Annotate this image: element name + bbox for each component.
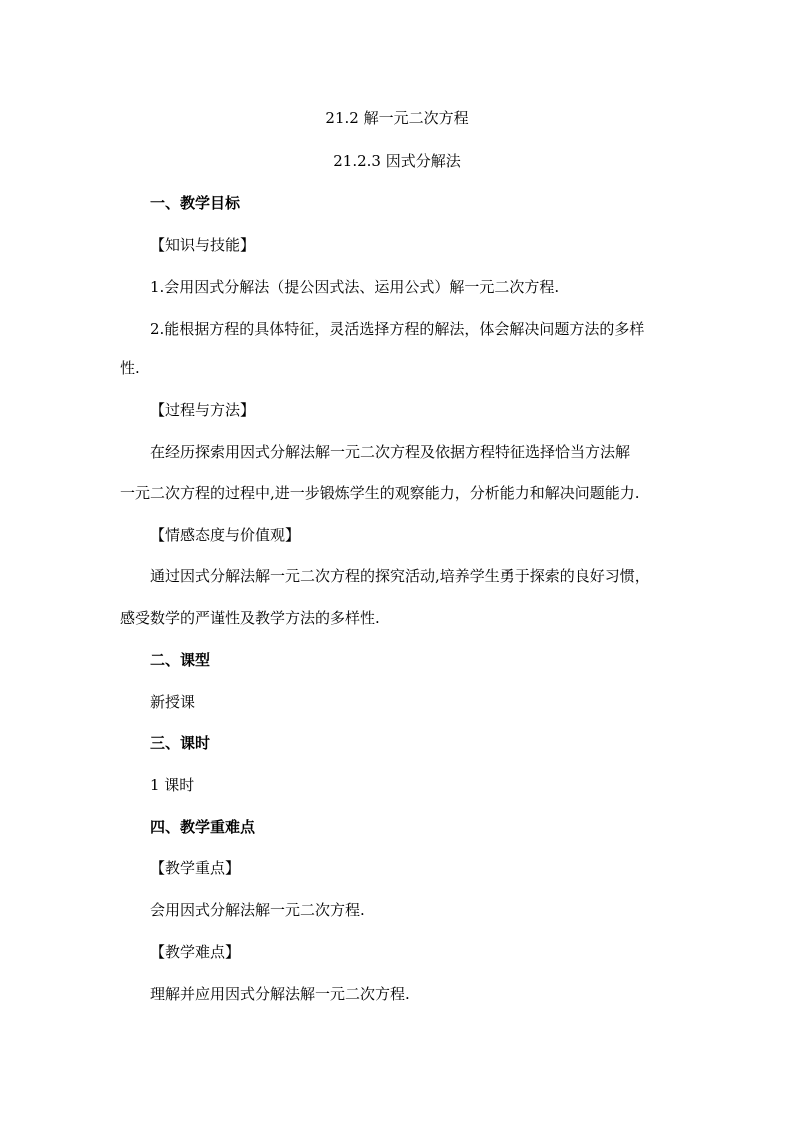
knowledge-item-1: 1.会用因式分解法（提公因式法、运用公式）解一元二次方程. [150, 278, 560, 296]
subsection-heading-focus: 【教学重点】 [150, 859, 241, 877]
difficulty-value: 理解并应用因式分解法解一元二次方程. [150, 985, 410, 1003]
focus-value: 会用因式分解法解一元二次方程. [150, 901, 365, 919]
subsection-heading-process: 【过程与方法】 [150, 401, 256, 419]
knowledge-item-2-line-2: 性. [120, 359, 140, 377]
emotion-line-1: 通过因式分解法解一元二次方程的探究活动,培养学生勇于探索的良好习惯， [150, 567, 650, 585]
process-line-2: 一元二次方程的过程中,进一步锻炼学生的观察能力，分析能力和解决问题能力. [120, 484, 640, 502]
subsection-heading-difficulty: 【教学难点】 [150, 943, 241, 961]
section-heading-key-points: 四、教学重难点 [150, 818, 256, 836]
duration-value: 1 课时 [150, 776, 195, 794]
document-subtitle: 21.2.3 因式分解法 [333, 152, 461, 170]
subsection-heading-knowledge: 【知识与技能】 [150, 236, 256, 254]
lesson-type-value: 新授课 [150, 693, 196, 711]
document-title: 21.2 解一元二次方程 [325, 109, 469, 127]
emotion-line-2: 感受数学的严谨性及教学方法的多样性. [120, 609, 380, 627]
knowledge-item-2-line-1: 2.能根据方程的具体特征，灵活选择方程的解法，体会解决问题方法的多样 [150, 320, 645, 338]
process-line-1: 在经历探索用因式分解法解一元二次方程及依据方程特征选择恰当方法解 [150, 443, 631, 461]
section-heading-duration: 三、课时 [150, 734, 211, 752]
subsection-heading-emotion: 【情感态度与价值观】 [150, 526, 301, 544]
section-heading-objectives: 一、教学目标 [150, 194, 241, 212]
section-heading-lesson-type: 二、课型 [150, 651, 211, 669]
